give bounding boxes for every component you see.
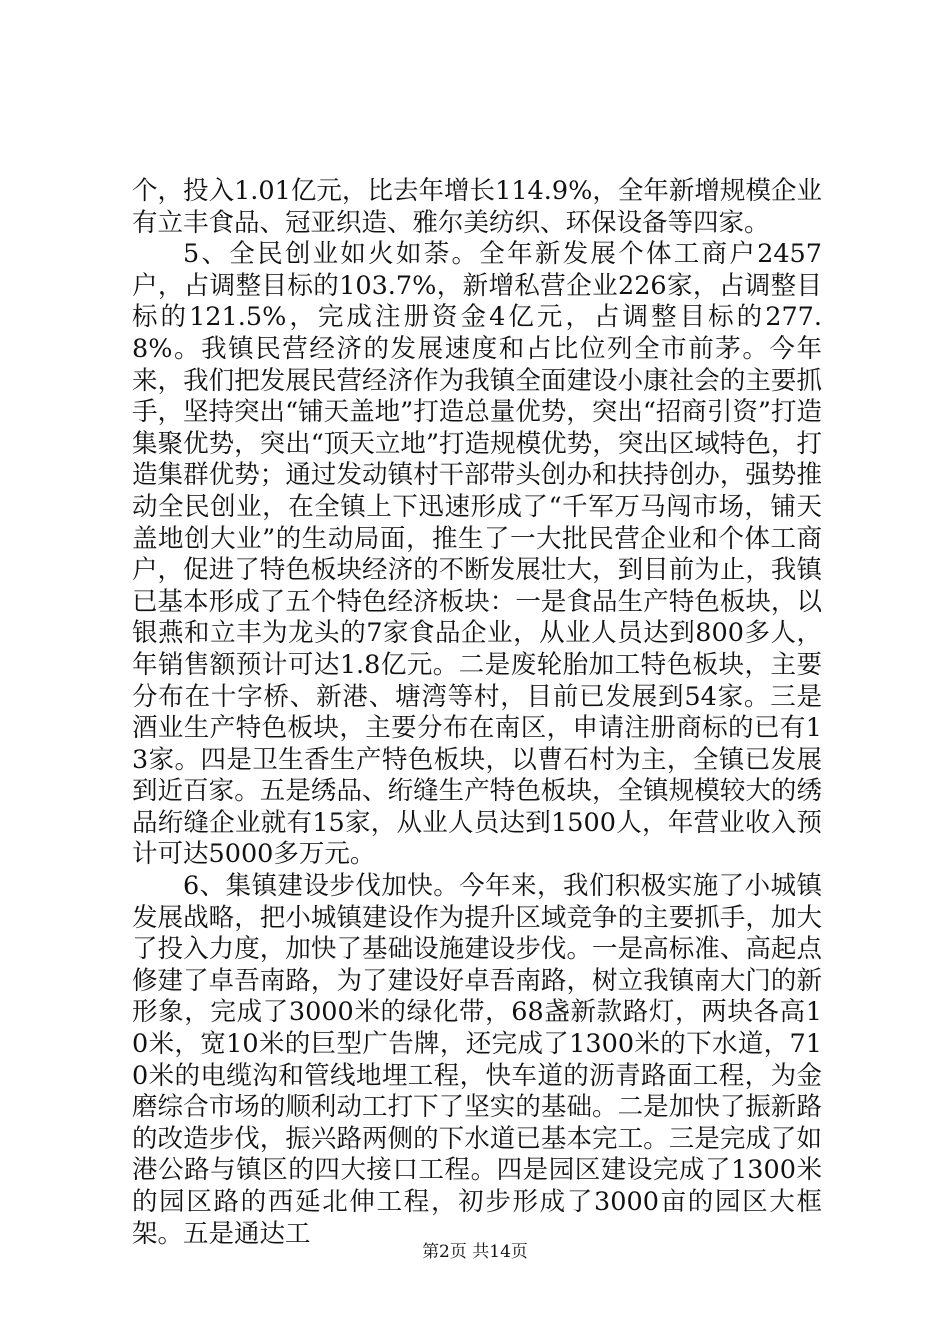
paragraph-continued: 个，投入1.01亿元，比去年增长114.9%，全年新增规模企业有立丰食品、冠亚织造、雅尔美纺织、环保设备等四家。: [132, 176, 822, 238]
page-number-footer: 第2页 共14页: [422, 1242, 528, 1262]
paragraph-entrepreneurship: 5、全民创业如火如荼。全年新发展个体工商户2457户，占调整目标的103.7%，新增私营企业226家，占调整目标的121.5%，完成注册资金4亿元，占调整目标的277.8%。我镇民营经济的发展速度和占比位列全市前茅。今年来，我们把发展民营经济作为我镇全面建设小康社会的主要抓手，坚持突出“铺天盖地”打造总量优势，突出“招商引资”打造集聚优势，突出“顶天立地”打造规模优势，突出区域特色，打造集群优势；通过发动镇村干部带头创办和扶持创办，强势推动全民创业，在全镇上下迅速形成了“千军万马闯市场，铺天盖地创大业”的生动局面，推生了一大批民营企业和个体工商户，促进了特色板块经济的不断发展壮大，到目前为止，我镇已基本形成了五个特色经济板块：一是食品生产特色板块，以银燕和立丰为龙头的7家食品企业，从业人员达到800多人，年销售额预计可达1.8亿元。二是废轮胎加工特色板块，主要分布在十字桥、新港、塘湾等村，目前已发展到54家。三是酒业生产特色板块，主要分布在南区，申请注册商标的已有13家。四是卫生香生产特色板块，以曹石村为主，全镇已发展到近百家。五是绣品、绗缝生产特色板块，全镇规模较大的绣品绗缝企业就有15家，从业人员达到1500人，年营业收入预计可达5000多万元。: [132, 239, 822, 870]
paragraph-town-construction: 6、集镇建设步伐加快。今年来，我们积极实施了小城镇发展战略，把小城镇建设作为提升区域竞争的主要抓手，加大了投入力度，加快了基础设施建设步伐。一是高标准、高起点修建了卓吾南路，为了建设好卓吾南路，树立我镇南大门的新形象，完成了3000米的绿化带，68盏新款路灯，两块各高10米，宽10米的巨型广告牌，还完成了1300米的下水道，710米的电缆沟和管线地埋工程，快车道的沥青路面工程，为金磨综合市场的顺利动工打下了坚实的基础。二是加快了振新路的改造步伐，振兴路两侧的下水道已基本完工。三是完成了如港公路与镇区的四大接口工程。四是园区建设完成了1300米的园区路的西延北伸工程，初步形成了3000亩的园区大框架。五是通达工: [132, 871, 822, 1249]
document-body: [132, 176, 822, 1250]
